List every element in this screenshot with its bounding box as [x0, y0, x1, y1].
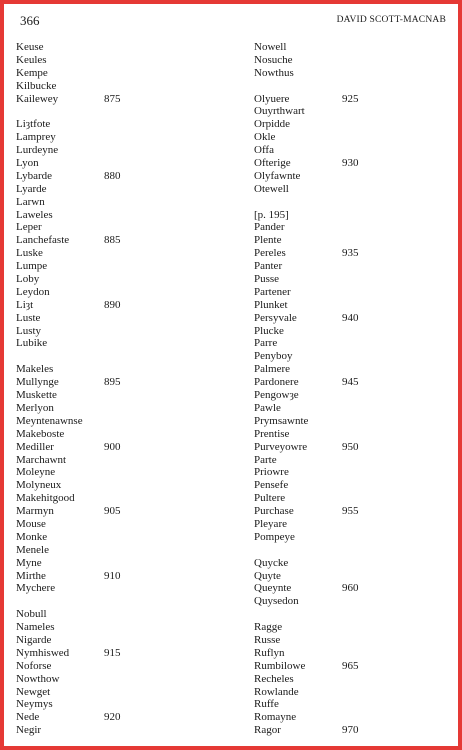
list-item — [254, 698, 454, 711]
line-number: 910 — [104, 569, 121, 582]
name-entry: Lybarde — [16, 169, 53, 182]
list-item — [254, 170, 454, 183]
line-number: 890 — [104, 298, 121, 311]
list-item — [16, 157, 216, 170]
list-item — [16, 273, 216, 286]
blank-line — [254, 544, 454, 557]
name-entry: Merlyon — [16, 401, 54, 414]
line-number: 915 — [104, 646, 121, 659]
list-item — [16, 492, 216, 505]
name-entry: Partener — [254, 285, 291, 298]
name-entry: Rumbilowe — [254, 659, 306, 672]
line-number: 880 — [104, 169, 121, 182]
list-item — [254, 144, 454, 157]
list-item — [16, 363, 216, 376]
name-entry: Ruflyn — [254, 646, 285, 659]
list-item — [254, 41, 454, 54]
list-item — [16, 312, 216, 325]
name-entry: Nede — [16, 711, 40, 724]
list-item — [16, 54, 216, 67]
list-item — [254, 93, 454, 106]
name-entry: Mullynge — [16, 376, 59, 389]
list-item — [254, 118, 454, 131]
name-entry: Ragge — [254, 621, 283, 634]
name-entry: Panter — [254, 260, 283, 273]
list-item — [254, 312, 454, 325]
list-item — [16, 170, 216, 183]
name-entry: Meyntenawnse — [16, 414, 83, 427]
list-item — [254, 402, 454, 415]
name-entry: Lanchefaste — [16, 234, 70, 247]
list-item — [254, 466, 454, 479]
name-entry: Plente — [254, 234, 282, 247]
list-item — [16, 299, 216, 312]
list-item — [254, 273, 454, 286]
name-entry: Pardonere — [254, 376, 299, 389]
list-item — [254, 647, 454, 660]
name-entry: Orpidde — [254, 118, 291, 131]
line-number: 940 — [342, 311, 359, 324]
list-item — [16, 711, 216, 724]
list-item — [16, 634, 216, 647]
list-item — [16, 286, 216, 299]
name-entry: Mychere — [16, 582, 56, 595]
name-entry: Pawle — [254, 401, 281, 414]
name-entry: Lamprey — [16, 131, 56, 144]
blank-line — [254, 608, 454, 621]
name-entry: Newget — [16, 685, 51, 698]
name-entry: Purveyowre — [254, 440, 308, 453]
name-entry: Ragor — [254, 724, 281, 737]
name-entry: Pengowȝe — [254, 389, 299, 402]
list-item — [254, 634, 454, 647]
line-number: 945 — [342, 376, 359, 389]
blank-line — [16, 105, 216, 118]
name-entry: Palmere — [254, 363, 291, 376]
name-entry: Otewell — [254, 182, 289, 195]
list-item — [254, 105, 454, 118]
list-item — [254, 492, 454, 505]
list-item — [254, 595, 454, 608]
list-item — [16, 441, 216, 454]
list-item — [254, 724, 454, 737]
name-entry: Quysedon — [254, 595, 299, 608]
name-entry: Persyvale — [254, 311, 297, 324]
list-item — [16, 582, 216, 595]
name-entry: Nameles — [16, 621, 55, 634]
name-entry: Parre — [254, 337, 278, 350]
list-item — [254, 209, 454, 222]
name-entry: Nowthow — [16, 672, 60, 685]
name-entry: Liȝtfote — [16, 118, 51, 131]
list-item — [254, 570, 454, 583]
blank-line — [16, 350, 216, 363]
list-item — [254, 54, 454, 67]
name-entry: Olyfawnte — [254, 169, 301, 182]
name-entry: Lusty — [16, 324, 42, 337]
list-item — [16, 686, 216, 699]
name-entry: Molyneux — [16, 479, 62, 492]
list-item — [16, 428, 216, 441]
name-entry: Keules — [16, 53, 47, 66]
list-item — [16, 93, 216, 106]
name-entry: Kailewey — [16, 92, 59, 105]
list-item — [254, 389, 454, 402]
line-number: 925 — [342, 92, 359, 105]
list-item — [16, 544, 216, 557]
list-item — [254, 376, 454, 389]
name-entry: Larwn — [16, 195, 45, 208]
name-entry: Pensefe — [254, 479, 289, 492]
list-item — [254, 337, 454, 350]
list-item — [16, 608, 216, 621]
list-item — [254, 454, 454, 467]
name-entry: Parte — [254, 453, 277, 466]
name-entry: Ruffe — [254, 698, 279, 711]
list-item — [254, 557, 454, 570]
list-item — [254, 479, 454, 492]
name-entry: Luske — [16, 247, 43, 260]
name-entry: [p. 195] — [254, 208, 289, 221]
name-entry: Lyarde — [16, 182, 47, 195]
list-item — [254, 221, 454, 234]
name-entry: Olyuere — [254, 92, 290, 105]
name-entry: Romayne — [254, 711, 297, 724]
name-entry: Quyte — [254, 569, 281, 582]
line-number: 935 — [342, 247, 359, 260]
name-entry: Makeles — [16, 363, 54, 376]
name-entry: Okle — [254, 131, 276, 144]
list-item — [254, 428, 454, 441]
list-item — [16, 557, 216, 570]
left-word-column — [16, 41, 216, 737]
list-item — [16, 131, 216, 144]
name-entry: Kilbucke — [16, 79, 57, 92]
name-entry: Pleyare — [254, 517, 287, 530]
name-entry: Lyon — [16, 157, 39, 170]
name-entry: Liȝt — [16, 298, 34, 311]
list-item — [16, 647, 216, 660]
list-item — [16, 144, 216, 157]
list-item — [254, 582, 454, 595]
name-entry: Muskette — [16, 389, 57, 402]
list-item — [16, 531, 216, 544]
name-entry: Noforse — [16, 659, 52, 672]
line-number: 950 — [342, 440, 359, 453]
list-item — [254, 299, 454, 312]
name-entry: Luste — [16, 311, 41, 324]
list-item — [254, 711, 454, 724]
line-number: 900 — [104, 440, 121, 453]
name-entry: Nymhiswed — [16, 646, 70, 659]
name-entry: Makehitgood — [16, 492, 75, 505]
name-entry: Plucke — [254, 324, 284, 337]
list-item — [254, 131, 454, 144]
list-item — [254, 505, 454, 518]
name-entry: Ofterige — [254, 157, 291, 170]
line-number: 885 — [104, 234, 121, 247]
list-item — [16, 570, 216, 583]
blank-line — [254, 80, 454, 93]
list-item — [254, 518, 454, 531]
name-entry: Loby — [16, 273, 40, 286]
list-item — [16, 402, 216, 415]
name-entry: Menele — [16, 543, 49, 556]
name-entry: Quycke — [254, 556, 289, 569]
list-item — [254, 325, 454, 338]
list-item — [16, 518, 216, 531]
name-entry: Lumpe — [16, 260, 48, 273]
list-item — [16, 724, 216, 737]
name-entry: Pereles — [254, 247, 286, 260]
line-number: 965 — [342, 659, 359, 672]
list-item — [254, 350, 454, 363]
list-item — [254, 286, 454, 299]
running-head: DAVID SCOTT-MACNAB — [336, 15, 446, 25]
name-entry: Recheles — [254, 672, 294, 685]
list-item — [16, 466, 216, 479]
blank-line — [254, 196, 454, 209]
list-item — [16, 454, 216, 467]
name-entry: Leper — [16, 221, 42, 234]
list-item — [16, 234, 216, 247]
name-entry: Plunket — [254, 298, 288, 311]
name-entry: Offa — [254, 144, 274, 157]
name-entry: Mouse — [16, 517, 46, 530]
name-entry: Purchase — [254, 505, 294, 518]
list-item — [254, 686, 454, 699]
list-item — [16, 183, 216, 196]
line-number: 875 — [104, 92, 121, 105]
list-item — [16, 415, 216, 428]
line-number: 960 — [342, 582, 359, 595]
blank-line — [16, 595, 216, 608]
line-number: 930 — [342, 157, 359, 170]
list-item — [254, 531, 454, 544]
name-entry: Queynte — [254, 582, 292, 595]
list-item — [254, 260, 454, 273]
name-entry: Rowlande — [254, 685, 299, 698]
name-entry: Russe — [254, 633, 281, 646]
name-entry: Nosuche — [254, 53, 293, 66]
name-entry: Mediller — [16, 440, 54, 453]
name-entry: Nigarde — [16, 633, 52, 646]
name-entry: Leydon — [16, 285, 50, 298]
name-entry: Nobull — [16, 608, 47, 621]
list-item — [16, 621, 216, 634]
name-entry: Pultere — [254, 492, 286, 505]
name-entry: Moleyne — [16, 466, 56, 479]
list-item — [16, 196, 216, 209]
list-item — [254, 157, 454, 170]
list-item — [16, 221, 216, 234]
name-entry: Lubike — [16, 337, 48, 350]
name-entry: Ouyrthwart — [254, 105, 305, 118]
list-item — [254, 234, 454, 247]
list-item — [254, 441, 454, 454]
right-word-column — [254, 41, 454, 737]
name-entry: Pander — [254, 221, 285, 234]
list-item — [254, 621, 454, 634]
name-entry: Nowthus — [254, 66, 294, 79]
name-entry: Neymys — [16, 698, 53, 711]
list-item — [16, 209, 216, 222]
name-entry: Mirthe — [16, 569, 46, 582]
name-entry: Marchawnt — [16, 453, 67, 466]
name-entry: Lurdeyne — [16, 144, 59, 157]
list-item — [254, 415, 454, 428]
list-item — [16, 505, 216, 518]
name-entry: Penyboy — [254, 350, 293, 363]
line-number: 970 — [342, 724, 359, 737]
line-number: 905 — [104, 505, 121, 518]
list-item — [254, 67, 454, 80]
list-item — [16, 80, 216, 93]
list-item — [254, 673, 454, 686]
name-entry: Laweles — [16, 208, 53, 221]
page-header — [16, 13, 446, 29]
name-entry: Priowre — [254, 466, 289, 479]
line-number: 920 — [104, 711, 121, 724]
list-item — [16, 67, 216, 80]
name-entry: Keuse — [16, 41, 44, 53]
name-entry: Kempe — [16, 66, 48, 79]
name-entry: Marmyn — [16, 505, 54, 518]
list-item — [16, 247, 216, 260]
line-number: 955 — [342, 505, 359, 518]
name-entry: Prymsawnte — [254, 414, 309, 427]
list-item — [16, 118, 216, 131]
name-entry: Monke — [16, 530, 48, 543]
list-item — [254, 247, 454, 260]
line-number: 895 — [104, 376, 121, 389]
list-item — [16, 389, 216, 402]
list-item — [16, 673, 216, 686]
list-item — [254, 660, 454, 673]
name-entry: Myne — [16, 556, 42, 569]
name-entry: Pompeye — [254, 530, 295, 543]
list-item — [16, 325, 216, 338]
list-item — [16, 337, 216, 350]
list-item — [16, 41, 216, 54]
list-item — [16, 376, 216, 389]
list-item — [16, 260, 216, 273]
list-item — [16, 660, 216, 673]
page-number: 366 — [20, 13, 40, 28]
name-entry: Makeboste — [16, 427, 65, 440]
name-entry: Negir — [16, 724, 42, 737]
list-item — [254, 183, 454, 196]
list-item — [16, 698, 216, 711]
name-entry: Pusse — [254, 273, 280, 286]
list-item — [254, 363, 454, 376]
name-entry: Prentise — [254, 427, 290, 440]
list-item — [16, 479, 216, 492]
name-entry: Nowell — [254, 41, 287, 53]
